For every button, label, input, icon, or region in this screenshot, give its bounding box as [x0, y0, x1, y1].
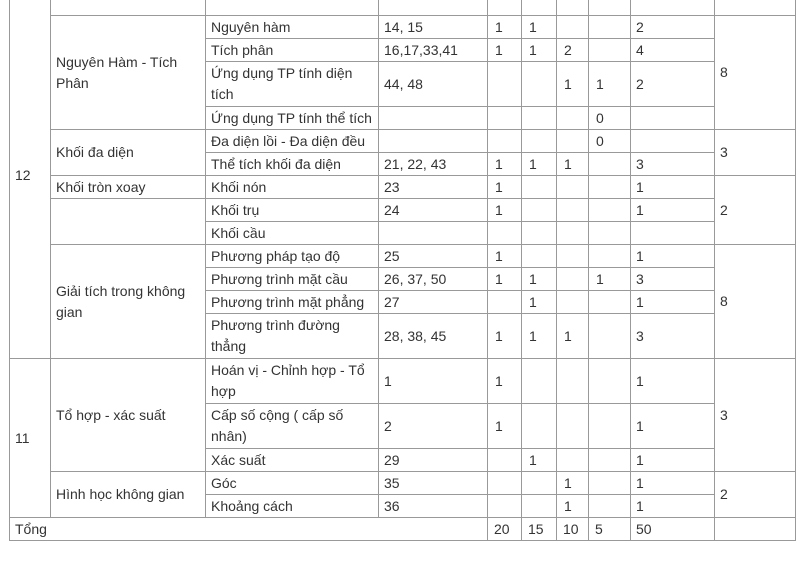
- level-3-cell: [557, 107, 589, 130]
- subtopic-cell: Góc: [206, 472, 379, 495]
- level-3-cell: [557, 449, 589, 472]
- level-2-cell: [522, 404, 557, 449]
- level-1-cell: 1: [488, 359, 522, 404]
- level-1-cell: 1: [488, 39, 522, 62]
- subtopic-cell: Khối cầu: [206, 222, 379, 245]
- level-3-cell: 1: [557, 62, 589, 107]
- questions-cell: 21, 22, 43: [379, 153, 488, 176]
- level-4-cell: [589, 472, 631, 495]
- level-3-cell: [557, 176, 589, 199]
- questions-cell: 36: [379, 495, 488, 518]
- subtopic-cell: [206, 0, 379, 16]
- level-4-cell: [589, 359, 631, 404]
- questions-cell: 2: [379, 404, 488, 449]
- level-1-cell: [488, 0, 522, 16]
- questions-cell: [379, 130, 488, 153]
- level-4-cell: [589, 291, 631, 314]
- row-total-cell: 3: [631, 314, 715, 359]
- level-2-cell: [522, 0, 557, 16]
- level-1-cell: 1: [488, 176, 522, 199]
- level-2-cell: [522, 199, 557, 222]
- questions-cell: 26, 37, 50: [379, 268, 488, 291]
- group-total-cell: 2: [715, 176, 796, 245]
- level-3-cell: [557, 268, 589, 291]
- row-total-cell: [631, 130, 715, 153]
- level-4-cell: [589, 222, 631, 245]
- level-1-cell: [488, 449, 522, 472]
- row-total-cell: [631, 222, 715, 245]
- level-2-cell: [522, 107, 557, 130]
- grade-cell: 11: [10, 359, 51, 518]
- total-level-4: 5: [589, 518, 631, 541]
- subtopic-cell: Đa diện lồi - Đa diện đều: [206, 130, 379, 153]
- row-total-cell: 1: [631, 176, 715, 199]
- level-4-cell: [589, 449, 631, 472]
- level-2-cell: [522, 62, 557, 107]
- subtopic-cell: Phương pháp tạo độ: [206, 245, 379, 268]
- level-4-cell: 0: [589, 107, 631, 130]
- table-row: [10, 245, 796, 268]
- topic-cell: Nguyên Hàm - Tích Phân: [51, 16, 206, 130]
- level-4-cell: [589, 314, 631, 359]
- row-total-cell: 1: [631, 199, 715, 222]
- grade-cell: 12: [10, 0, 51, 359]
- level-1-cell: [488, 472, 522, 495]
- table-row: [10, 176, 796, 199]
- level-3-cell: [557, 404, 589, 449]
- questions-cell: 24: [379, 199, 488, 222]
- level-4-cell: [589, 245, 631, 268]
- table-row: [10, 359, 796, 404]
- table-row: [10, 130, 796, 153]
- level-4-cell: [589, 39, 631, 62]
- level-4-cell: [589, 176, 631, 199]
- row-total-cell: 1: [631, 472, 715, 495]
- questions-cell: 35: [379, 472, 488, 495]
- row-total-cell: 2: [631, 16, 715, 39]
- table-row: [10, 472, 796, 495]
- level-3-cell: [557, 245, 589, 268]
- level-1-cell: [488, 107, 522, 130]
- total-level-2: 15: [522, 518, 557, 541]
- row-total-cell: [631, 0, 715, 16]
- level-4-cell: [589, 404, 631, 449]
- questions-cell: 14, 15: [379, 16, 488, 39]
- topic-cell: Khối đa diện: [51, 130, 206, 176]
- subtopic-cell: Khối trụ: [206, 199, 379, 222]
- subtopic-cell: Phương trình mặt phẳng: [206, 291, 379, 314]
- subtopic-cell: Phương trình mặt cầu: [206, 268, 379, 291]
- level-2-cell: [522, 176, 557, 199]
- subtopic-cell: Cấp số cộng ( cấp số nhân): [206, 404, 379, 449]
- questions-cell: 29: [379, 449, 488, 472]
- group-total-cell: 3: [715, 359, 796, 472]
- questions-cell: 25: [379, 245, 488, 268]
- row-total-cell: 1: [631, 359, 715, 404]
- level-2-cell: 1: [522, 153, 557, 176]
- level-4-cell: [589, 153, 631, 176]
- questions-cell: [379, 0, 488, 16]
- level-3-cell: 2: [557, 39, 589, 62]
- exam-matrix-table: [9, 0, 796, 541]
- row-total-cell: 1: [631, 245, 715, 268]
- group-total-cell: 8: [715, 16, 796, 130]
- subtopic-cell: Khoảng cách: [206, 495, 379, 518]
- subtopic-cell: Khối nón: [206, 176, 379, 199]
- row-total-cell: 3: [631, 268, 715, 291]
- level-1-cell: 1: [488, 268, 522, 291]
- subtopic-cell: Hoán vị - Chỉnh hợp - Tổ hợp: [206, 359, 379, 404]
- level-2-cell: 1: [522, 449, 557, 472]
- subtopic-cell: Ứng dụng TP tính diện tích: [206, 62, 379, 107]
- row-total-cell: 1: [631, 495, 715, 518]
- questions-cell: [379, 222, 488, 245]
- level-3-cell: [557, 291, 589, 314]
- level-1-cell: [488, 62, 522, 107]
- level-3-cell: 1: [557, 314, 589, 359]
- level-1-cell: 1: [488, 16, 522, 39]
- grand-total: 50: [631, 518, 715, 541]
- level-3-cell: 1: [557, 495, 589, 518]
- level-1-cell: [488, 130, 522, 153]
- level-4-cell: 1: [589, 268, 631, 291]
- level-3-cell: [557, 359, 589, 404]
- level-1-cell: 1: [488, 153, 522, 176]
- total-level-1: 20: [488, 518, 522, 541]
- level-4-cell: [589, 16, 631, 39]
- group-total-cell: 2: [715, 472, 796, 518]
- level-1-cell: [488, 222, 522, 245]
- group-total-cell: 8: [715, 245, 796, 359]
- level-2-cell: 1: [522, 291, 557, 314]
- questions-cell: 44, 48: [379, 62, 488, 107]
- topic-cell: Giải tích trong không gian: [51, 245, 206, 359]
- subtopic-cell: Xác suất: [206, 449, 379, 472]
- total-row: [10, 518, 796, 541]
- questions-cell: 23: [379, 176, 488, 199]
- level-1-cell: 1: [488, 404, 522, 449]
- row-total-cell: 1: [631, 449, 715, 472]
- level-1-cell: [488, 495, 522, 518]
- level-1-cell: [488, 291, 522, 314]
- topic-cell: Hình học không gian: [51, 472, 206, 518]
- level-4-cell: [589, 0, 631, 16]
- level-3-cell: [557, 130, 589, 153]
- questions-cell: 16,17,33,41: [379, 39, 488, 62]
- topic-cell: Khối tròn xoay: [51, 176, 206, 199]
- level-2-cell: [522, 472, 557, 495]
- total-label: Tổng: [10, 518, 488, 541]
- level-2-cell: 1: [522, 16, 557, 39]
- table-row: [10, 16, 796, 39]
- total-group-cell: [715, 518, 796, 541]
- group-total-cell: [715, 0, 796, 16]
- level-3-cell: [557, 0, 589, 16]
- level-3-cell: [557, 199, 589, 222]
- questions-cell: 28, 38, 45: [379, 314, 488, 359]
- questions-cell: 1: [379, 359, 488, 404]
- row-total-cell: [631, 107, 715, 130]
- level-4-cell: [589, 495, 631, 518]
- subtopic-cell: Thể tích khối đa diện: [206, 153, 379, 176]
- row-total-cell: 1: [631, 291, 715, 314]
- topic-cell: [51, 199, 206, 245]
- topic-cell: Tổ hợp - xác suất: [51, 359, 206, 472]
- level-2-cell: 1: [522, 268, 557, 291]
- level-1-cell: 1: [488, 199, 522, 222]
- level-1-cell: 1: [488, 245, 522, 268]
- row-total-cell: 1: [631, 404, 715, 449]
- table-row: [10, 199, 796, 222]
- table-row: [10, 0, 796, 16]
- level-2-cell: [522, 130, 557, 153]
- subtopic-cell: Tích phân: [206, 39, 379, 62]
- level-4-cell: 0: [589, 130, 631, 153]
- questions-cell: [379, 107, 488, 130]
- level-3-cell: 1: [557, 472, 589, 495]
- topic-cell: [51, 0, 206, 16]
- row-total-cell: 4: [631, 39, 715, 62]
- level-2-cell: [522, 245, 557, 268]
- level-2-cell: 1: [522, 314, 557, 359]
- subtopic-cell: Nguyên hàm: [206, 16, 379, 39]
- level-1-cell: 1: [488, 314, 522, 359]
- level-2-cell: [522, 359, 557, 404]
- level-4-cell: 1: [589, 62, 631, 107]
- questions-cell: 27: [379, 291, 488, 314]
- row-total-cell: 3: [631, 153, 715, 176]
- subtopic-cell: Ứng dụng TP tính thể tích: [206, 107, 379, 130]
- level-2-cell: [522, 222, 557, 245]
- level-2-cell: 1: [522, 39, 557, 62]
- row-total-cell: 2: [631, 62, 715, 107]
- total-level-3: 10: [557, 518, 589, 541]
- level-3-cell: [557, 16, 589, 39]
- group-total-cell: 3: [715, 130, 796, 176]
- level-2-cell: [522, 495, 557, 518]
- level-4-cell: [589, 199, 631, 222]
- subtopic-cell: Phương trình đường thẳng: [206, 314, 379, 359]
- level-3-cell: [557, 222, 589, 245]
- level-3-cell: 1: [557, 153, 589, 176]
